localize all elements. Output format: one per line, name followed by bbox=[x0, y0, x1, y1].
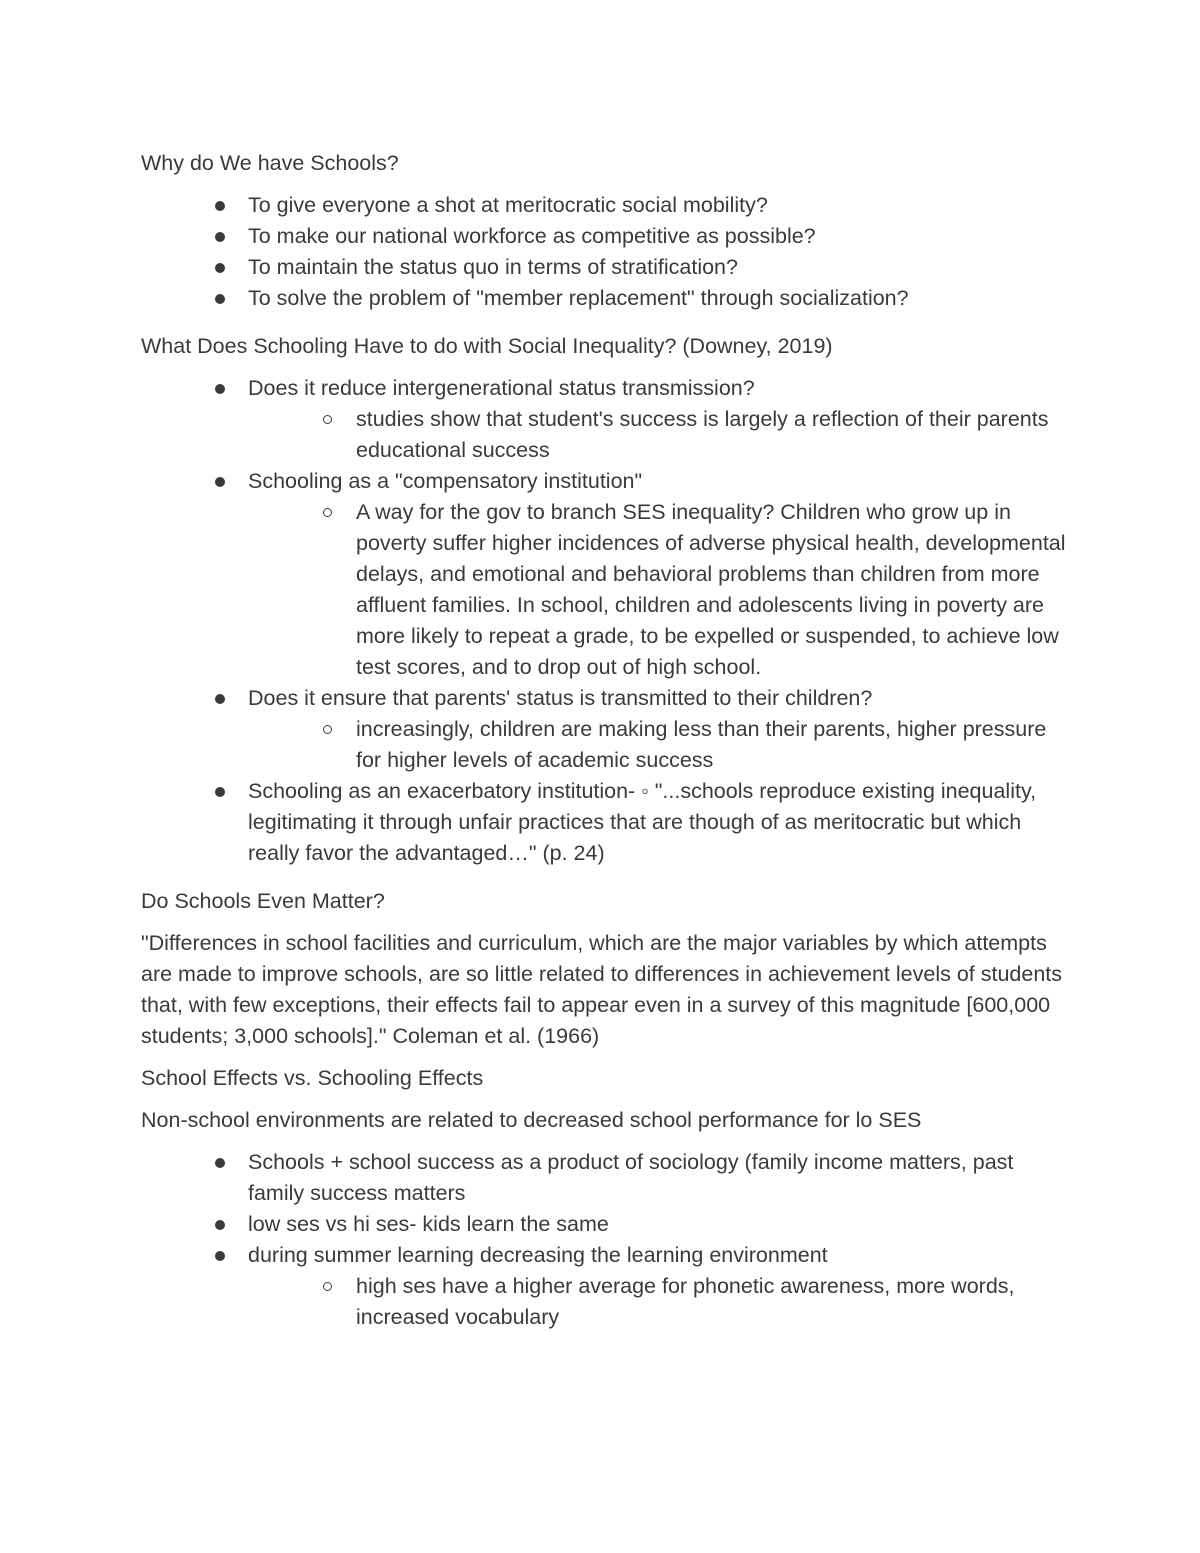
section-heading-social-inequality: What Does Schooling Have to do with Social Inequality? (Downey, 2019) bbox=[141, 334, 833, 358]
sub-list bbox=[248, 714, 1071, 776]
list-item: Does it ensure that parents' status is transmitted to their children? increasingly, children are making less than their parents, higher pressure for higher levels of academic success bbox=[248, 683, 1071, 776]
sub-list-item: A way for the gov to branch SES inequality? Children who grow up in poverty suffer higher incidences of adverse physical health, developmental delays, and emotional and behavioral problems than children from more affluent families. In school, children and adolescents living in poverty are more likely to repeat a grade, to be expelled or suspended, to achieve low test scores, and to drop out of high school. bbox=[356, 497, 1071, 683]
list-item: To maintain the status quo in terms of stratification? bbox=[248, 252, 1071, 283]
social-inequality-list bbox=[141, 373, 1071, 869]
hollow-bullet-icon bbox=[323, 725, 332, 734]
hollow-bullet-icon bbox=[323, 1282, 332, 1291]
filled-bullet-icon bbox=[215, 1158, 225, 1168]
sub-list bbox=[248, 1271, 1071, 1333]
section-heading-non-school-environments: Non-school environments are related to decreased school performance for lo SES bbox=[141, 1108, 922, 1132]
filled-bullet-icon bbox=[215, 1220, 225, 1230]
filled-bullet-icon bbox=[215, 477, 225, 487]
hollow-bullet-icon bbox=[323, 508, 332, 517]
list-item: To make our national workforce as competitive as possible? bbox=[248, 221, 1071, 252]
why-schools-list bbox=[141, 190, 1071, 314]
filled-bullet-icon bbox=[215, 232, 225, 242]
filled-bullet-icon bbox=[215, 694, 225, 704]
filled-bullet-icon bbox=[215, 294, 225, 304]
sub-list bbox=[248, 404, 1071, 466]
non-school-list bbox=[141, 1147, 1071, 1333]
list-item: during summer learning decreasing the learning environment high ses have a higher average for phonetic awareness, more words, increased vocabulary bbox=[248, 1240, 1071, 1333]
filled-bullet-icon bbox=[215, 787, 225, 797]
sub-list-item: high ses have a higher average for phonetic awareness, more words, increased vocabulary bbox=[356, 1271, 1071, 1333]
list-item: To solve the problem of "member replacement" through socialization? bbox=[248, 283, 1071, 314]
list-item: low ses vs hi ses- kids learn the same bbox=[248, 1209, 1071, 1240]
list-item: Schooling as a "compensatory institution" A way for the gov to branch SES inequality? Children who grow up in poverty suffer higher incidences of adverse physical health, developmental delays, and emotional and behavioral problems than children from more affluent families. In school, children and adolescents living in poverty are more likely to repeat a grade, to be expelled or suspended, to achieve low test scores, and to drop out of high school. bbox=[248, 466, 1071, 683]
filled-bullet-icon bbox=[215, 263, 225, 273]
sub-list-item: studies show that student's success is largely a reflection of their parents educational success bbox=[356, 404, 1071, 466]
section-heading-school-effects: School Effects vs. Schooling Effects bbox=[141, 1066, 484, 1090]
list-item: To give everyone a shot at meritocratic social mobility? bbox=[248, 190, 1071, 221]
list-item: Does it reduce intergenerational status transmission? studies show that student's success is largely a reflection of their parents educational success bbox=[248, 373, 1071, 466]
list-item: Schooling as an exacerbatory institution- ◦ "...schools reproduce existing inequality, legitimating it through unfair practices that are though of as meritocratic but which really favor the advantaged…" (p. 24) bbox=[248, 776, 1071, 869]
filled-bullet-icon bbox=[215, 384, 225, 394]
sub-list bbox=[248, 497, 1071, 683]
sub-list-item: increasingly, children are making less than their parents, higher pressure for higher levels of academic success bbox=[356, 714, 1071, 776]
filled-bullet-icon bbox=[215, 1251, 225, 1261]
hollow-bullet-icon bbox=[323, 415, 332, 424]
section-heading-schools-matter: Do Schools Even Matter? bbox=[141, 889, 385, 913]
document-body bbox=[141, 148, 1071, 1333]
filled-bullet-icon bbox=[215, 201, 225, 211]
section-heading-why-schools: Why do We have Schools? bbox=[141, 151, 399, 175]
coleman-quote-paragraph: "Differences in school facilities and curriculum, which are the major variables by which attempts are made to improve schools, are so little related to differences in achievement levels of students that, with few exceptions, their effects fail to appear even in a survey of this magnitude [600,000 students; 3,000 schools]." Coleman et al. (1966) bbox=[141, 931, 1063, 1048]
list-item: Schools + school success as a product of sociology (family income matters, past family success matters bbox=[248, 1147, 1071, 1209]
